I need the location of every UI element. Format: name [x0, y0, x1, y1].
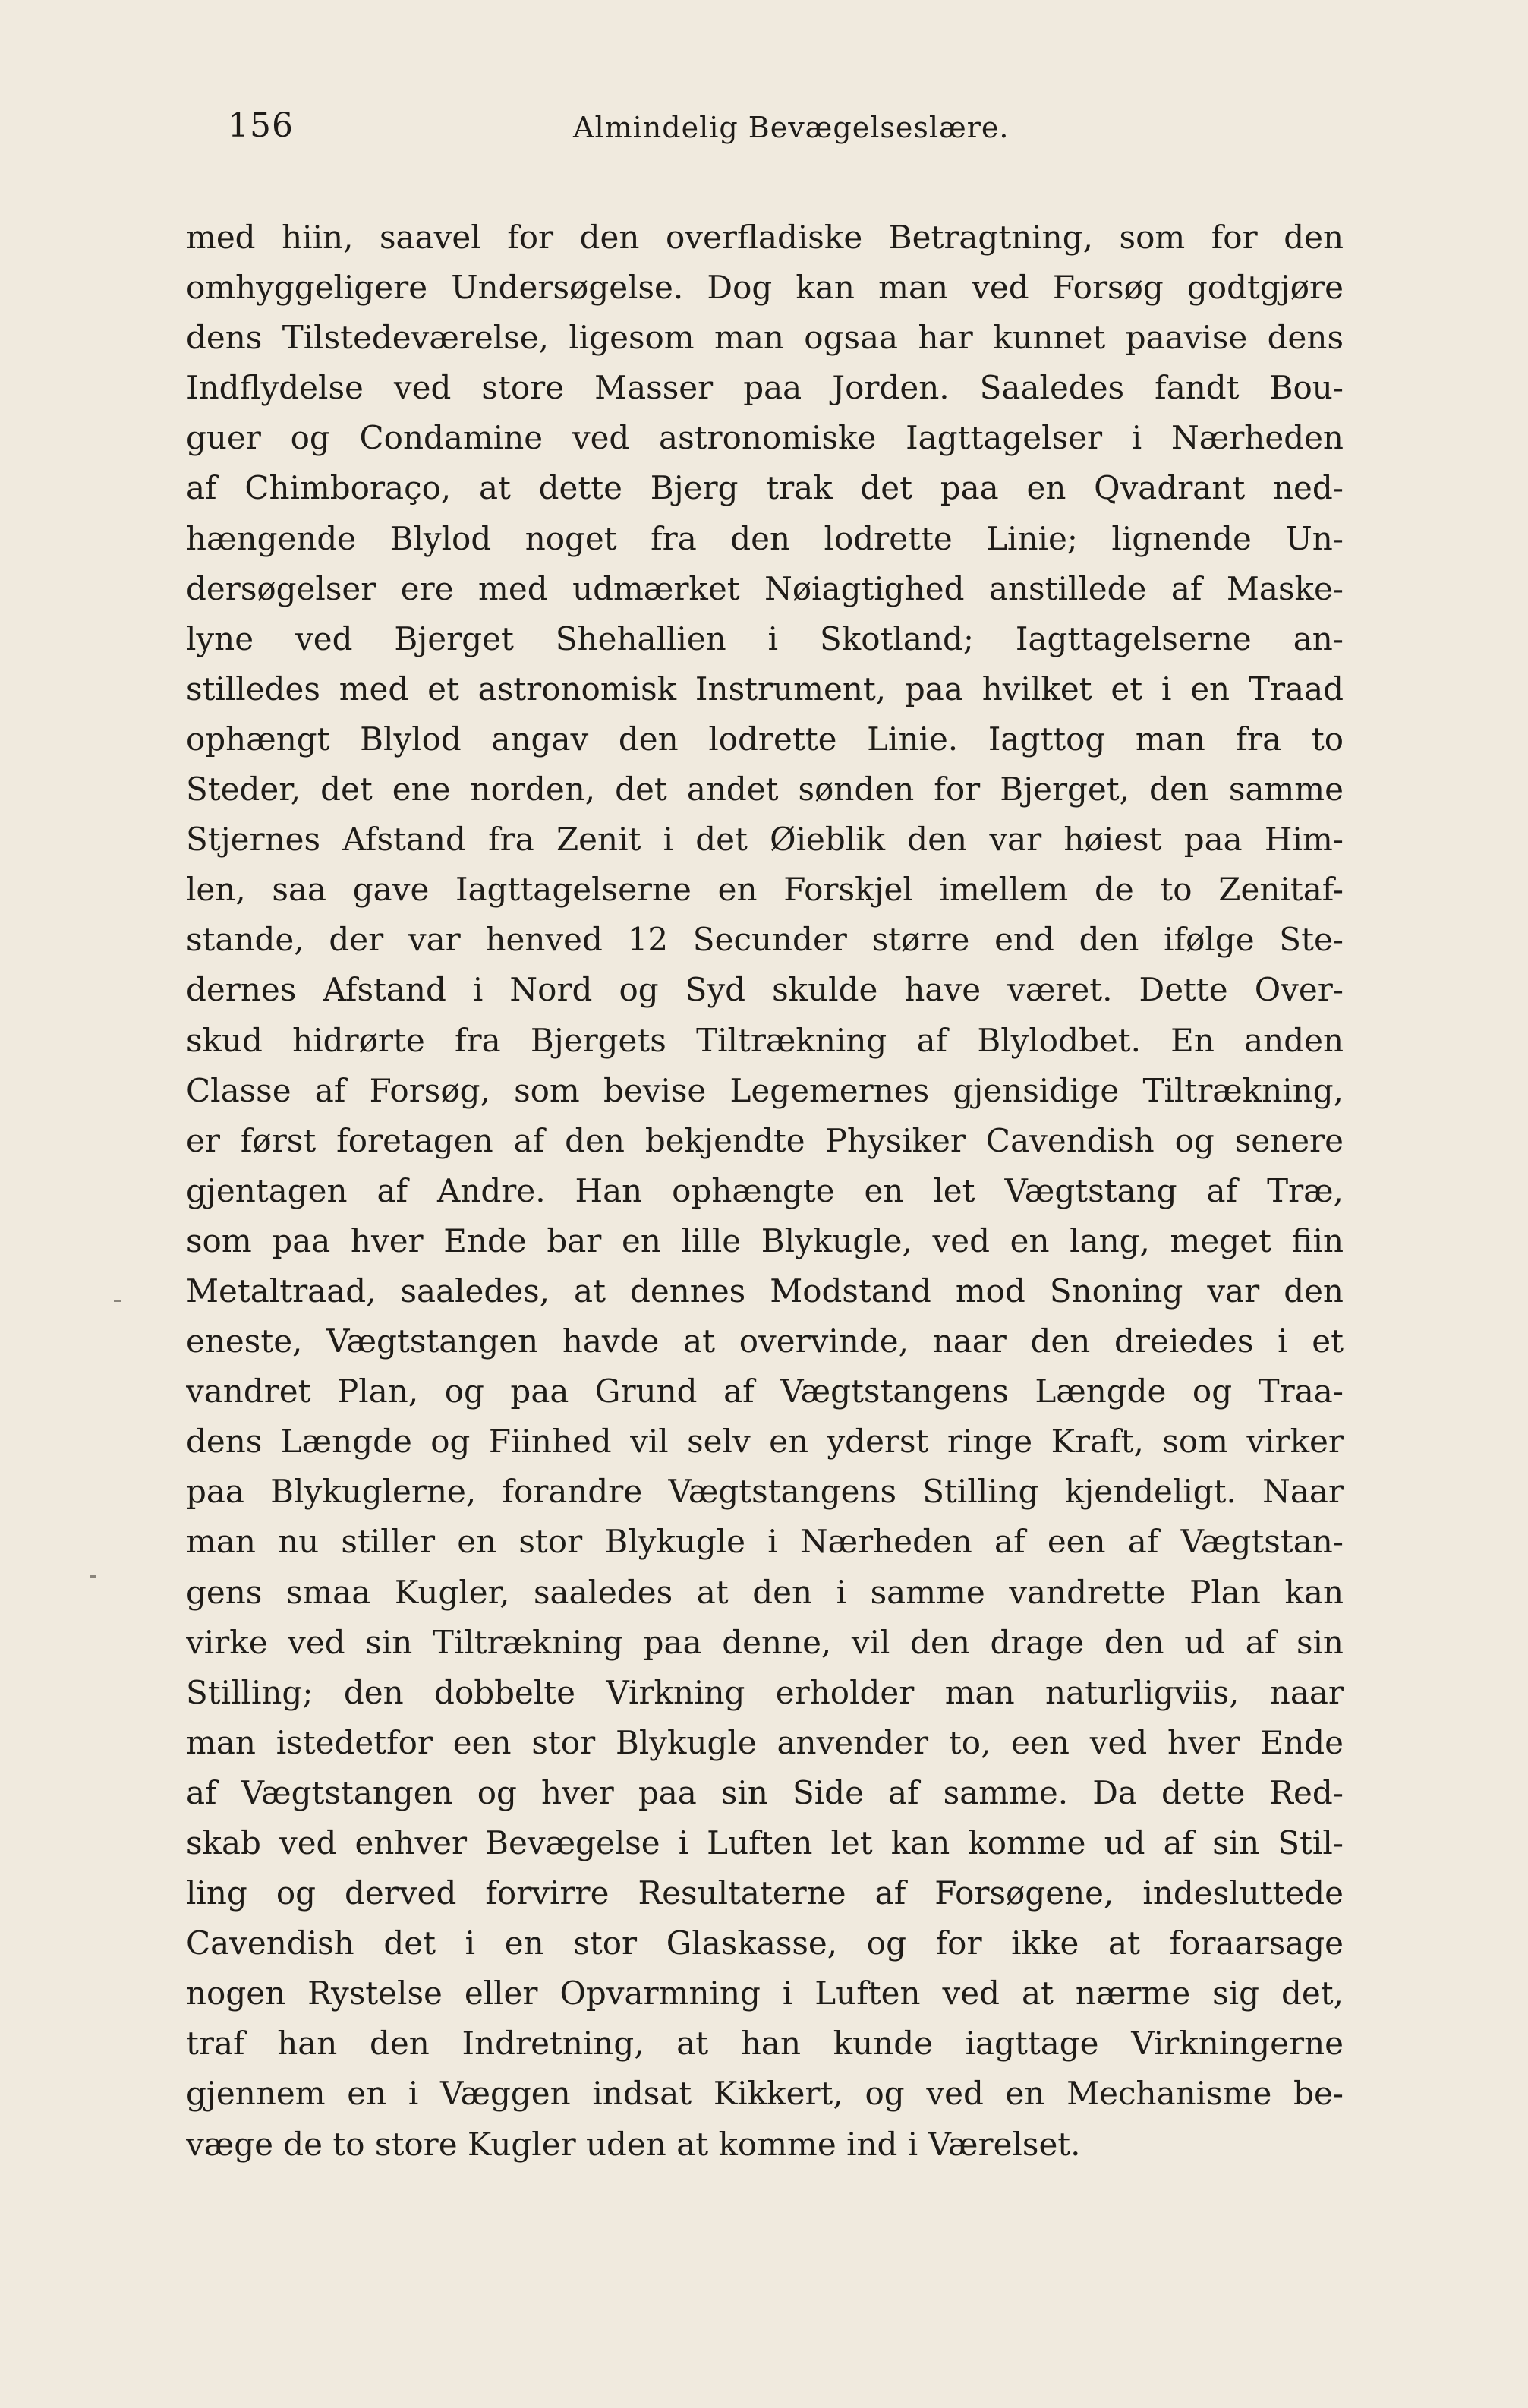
text-line: virke ved sin Tiltrækning paa denne, vil den drage den ud af sin [186, 1623, 1344, 1661]
text-line: nogen Rystelse eller Opvarmning i Luften ved at nærme sig det, [186, 1975, 1344, 2012]
text-line: Metaltraad, saaledes, at dennes Modstand mod Snoning var den [186, 1272, 1344, 1310]
text-line: af Vægtstangen og hver paa sin Side af samme. Da dette Red- [186, 1773, 1344, 1811]
text-line: len, saa gave Iagttagelserne en Forskjel imellem de to Zenitaf- [186, 871, 1344, 909]
text-line: hængende Blylod noget fra den lodrette Linie; lignende Un- [186, 519, 1344, 557]
text-line: eneste, Vægtstangen havde at overvinde, naar den dreiedes i et [186, 1322, 1344, 1360]
text-line: Steder, det ene norden, det andet sønden for Bjerget, den samme [186, 771, 1344, 808]
text-line: ling og derved forvirre Resultaterne af Forsøgene, indesluttede [186, 1874, 1344, 1912]
text-line: gjennem en i Væggen indsat Kikkert, og ved en Mechanisme be- [186, 2075, 1344, 2113]
running-title: Almindelig Bevægelseslære. [573, 111, 1010, 144]
margin-dash [114, 1300, 121, 1302]
text-line: skab ved enhver Bevægelse i Luften let kan komme ud af sin Stil- [186, 1824, 1344, 1861]
text-line: med hiin, saavel for den overfladiske Betragtning, som for den [186, 219, 1344, 256]
text-line: dersøgelser ere med udmærket Nøiagtighed anstillede af Maske- [186, 569, 1344, 607]
text-line: ophængt Blylod angav den lodrette Linie. Iagttog man fra to [186, 720, 1344, 758]
text-line-last: væge de to store Kugler uden at komme ind i Værelset. [186, 2125, 1081, 2163]
text-line: Classe af Forsøg, som bevise Legemernes gjensidige Tiltrækning, [186, 1071, 1344, 1109]
page-number: 156 [228, 106, 294, 145]
text-line: gens smaa Kugler, saaledes at den i samme vandrette Plan kan [186, 1573, 1344, 1611]
text-line: guer og Condamine ved astronomiske Iagttagelser i Nærheden [186, 419, 1344, 457]
text-line: omhyggeligere Undersøgelse. Dog kan man ved Forsøg godtgjøre [186, 269, 1344, 307]
text-line: af Chimboraço, at dette Bjerg trak det paa en Qvadrant ned- [186, 469, 1344, 507]
text-line: dens Længde og Fiinhed vil selv en yderst ringe Kraft, som virker [186, 1423, 1344, 1461]
text-line: som paa hver Ende bar en lille Blykugle, ved en lang, meget fiin [186, 1221, 1344, 1259]
text-line: man istedetfor een stor Blykugle anvender to, een ved hver Ende [186, 1723, 1344, 1761]
text-line: er først foretagen af den bekjendte Physiker Cavendish og senere [186, 1121, 1344, 1159]
text-line: lyne ved Bjerget Shehallien i Skotland; Iagttagelserne an- [186, 619, 1344, 657]
text-line: Indflydelse ved store Masser paa Jorden. Saaledes fandt Bou- [186, 369, 1344, 407]
text-line: vandret Plan, og paa Grund af Vægtstangens Længde og Traa- [186, 1373, 1344, 1410]
text-line: skud hidrørte fra Bjergets Tiltrækning af Blylodbet. En anden [186, 1021, 1344, 1059]
text-line: Stjernes Afstand fra Zenit i det Øieblik den var høiest paa Him- [186, 821, 1344, 859]
body-text [186, 213, 1344, 2170]
text-line: gjentagen af Andre. Han ophængte en let Vægtstang af Træ, [186, 1171, 1344, 1209]
text-line: dernes Afstand i Nord og Syd skulde have været. Dette Over- [186, 971, 1344, 1009]
text-line: man nu stiller en stor Blykugle i Nærheden af een af Vægtstan- [186, 1523, 1344, 1561]
text-line: traf han den Indretning, at han kunde iagttage Virkningerne [186, 2025, 1344, 2063]
text-line: Cavendish det i en stor Glaskasse, og for ikke at foraarsage [186, 1924, 1344, 1962]
text-line: stande, der var henved 12 Secunder større end den ifølge Ste- [186, 921, 1344, 959]
margin-dot [90, 1575, 96, 1578]
text-line: paa Blykuglerne, forandre Vægtstangens Stilling kjendeligt. Naar [186, 1473, 1344, 1511]
page-header [186, 106, 1344, 152]
text-line: Stilling; den dobbelte Virkning erholder man naturligviis, naar [186, 1673, 1344, 1711]
text-line: dens Tilstedeværelse, ligesom man ogsaa har kunnet paavise dens [186, 319, 1344, 357]
text-line: stilledes med et astronomisk Instrument, paa hvilket et i en Traad [186, 670, 1344, 708]
